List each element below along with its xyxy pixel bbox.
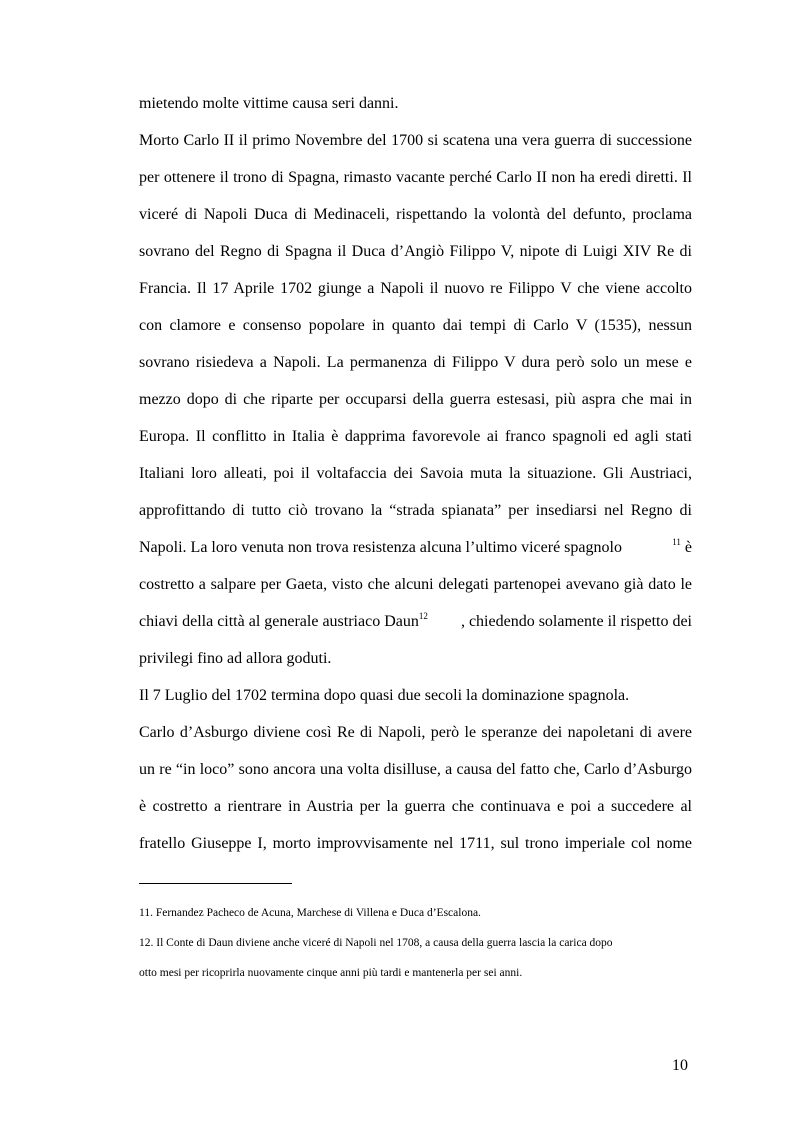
body-line: Italiani loro alleati, poi il voltafaccia dei Savoia muta la situazione. Gli Austriaci, [139,465,692,482]
body-line-text: chiavi della città al generale austriaco Daun [139,613,419,630]
page-number: 10 [672,1057,688,1074]
body-line-with-footnote-12 [139,612,692,632]
footnote-11: 11. Fernandez Pacheco de Acuna, Marchese di Villena e Duca d’Escalona. [139,907,481,919]
body-line: sovrano risiedeva a Napoli. La permanenza di Filippo V dura però solo un mese e [139,354,692,371]
body-line: Europa. Il conflitto in Italia è dapprima favorevole ai franco spagnoli ed agli stati [139,428,692,445]
footnote-12: 12. Il Conte di Daun diviene anche viceré di Napoli nel 1708, a causa della guerra lascia la carica dopo [139,937,613,949]
footnote-12-continued: otto mesi per ricoprirla nuovamente cinque anni più tardi e mantenerla per sei anni. [139,967,523,979]
body-line: Francia. Il 17 Aprile 1702 giunge a Napoli il nuovo re Filippo V che viene accolto [139,280,692,297]
body-line-with-footnote-11 [139,538,692,558]
body-line: è costretto a rientrare in Austria per la guerra che continuava e poi a succedere al [139,798,692,815]
footnote-separator [139,883,292,884]
body-line-head [139,612,428,632]
body-line-end: , chiedendo solamente il rispetto dei [460,613,692,630]
body-line: viceré di Napoli Duca di Medinaceli, rispettando la volontà del defunto, proclama [139,206,692,223]
body-line: costretto a salpare per Gaeta, visto che alcuni delegati partenopei avevano già dato le [139,576,692,593]
body-line: approfittando di tutto ciò trovano la “strada spianata” per insediarsi nel Regno di [139,502,692,519]
footnote-ref-11: 11 [672,537,681,547]
body-line: sovrano del Regno di Spagna il Duca d’Angiò Filippo V, nipote di Luigi XIV Re di [139,243,692,260]
footnote-ref-12: 12 [418,611,428,621]
body-line: mezzo dopo di che riparte per occuparsi della guerra estesasi, più aspra che mai in [139,391,692,408]
body-line: mietendo molte vittime causa seri danni. [139,95,399,112]
body-line-end: è [680,539,692,556]
body-line: Carlo d’Asburgo diviene così Re di Napoli, però le speranze dei napoletani di avere [139,724,692,741]
body-line: privilegi fino ad allora goduti. [139,650,332,667]
body-line: Il 7 Luglio del 1702 termina dopo quasi due secoli la dominazione spagnola. [139,687,630,704]
body-line: per ottenere il trono di Spagna, rimasto vacante perché Carlo II non ha eredi diretti. Il [139,169,692,186]
body-line: Morto Carlo II il primo Novembre del 1700 si scatena una vera guerra di successione [139,132,692,149]
body-line: un re “in loco” sono ancora una volta disilluse, a causa del fatto che, Carlo d’Asburgo [139,761,692,778]
body-line: fratello Giuseppe I, morto improvvisamente nel 1711, sul trono imperiale col nome [139,835,692,852]
body-line: con clamore e consenso popolare in quanto dai tempi di Carlo V (1535), nessun [139,317,692,334]
body-line-tail [672,538,692,558]
body-line-text: Napoli. La loro venuta non trova resistenza alcuna l’ultimo viceré spagnolo [139,539,622,556]
